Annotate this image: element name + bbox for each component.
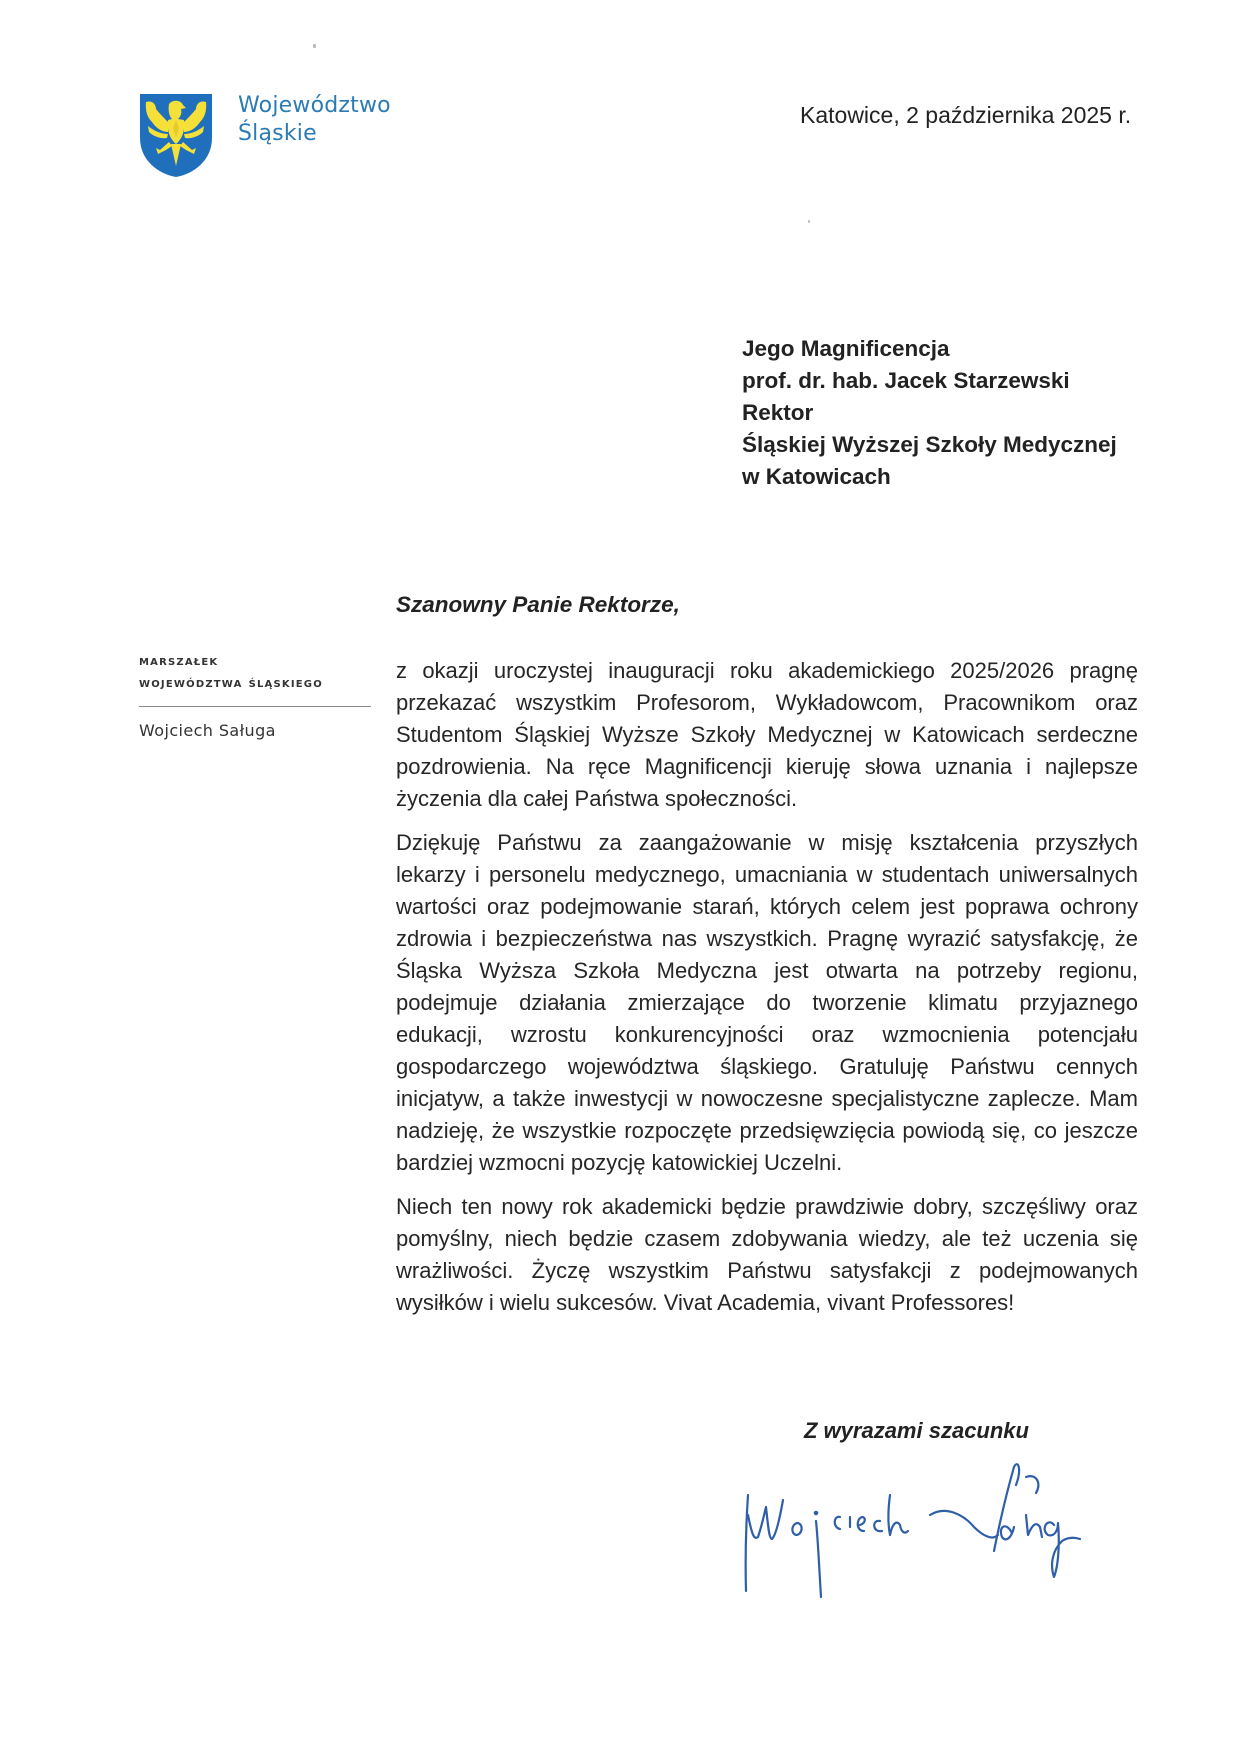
sender-role-line2: województwa śląskiego — [139, 675, 323, 691]
body-paragraph: Dziękuję Państwu za zaangażowanie w misję kształcenia przyszłych lekarzy i personelu medycznego, umacniania w studentach uniwersalnych wartości oraz podejmowanie starań, których celem jest poprawa ochrony zdrowia i bezpieczeństwa nas wszystkich. Pragnę wyrazić satysfakcję, że Śląska Wyższa Szkoła Medyczna jest otwarta na potrzeby regionu, podejmuje działania zmierzające do tworzenie klimatu przyjaznego edukacji, wzrostu konkurencyjności oraz wzmocnienia potencjału gospodarczego województwa śląskiego. Gratuluję Państwu cennych inicjatyw, a także inwestycji w nowoczesne specjalistyczne zaplecze. Mam nadzieję, że wszystkie rozpoczęte przedsięwzięcia powiodą się, co jeszcze bardziej wzmocni pozycję katowickiej Uczelni. — [396, 830, 1138, 1175]
recipient-address — [742, 333, 1117, 493]
handwritten-signature-icon — [736, 1455, 1116, 1605]
recipient-name: prof. dr. hab. Jacek Starzewski — [742, 368, 1070, 393]
sender-role-line1: marszałek — [139, 653, 219, 669]
letter-body — [396, 655, 1138, 1331]
organization-name — [238, 92, 391, 148]
closing: Z wyrazami szacunku — [804, 1418, 1029, 1443]
recipient-city: w Katowicach — [742, 464, 891, 489]
silesian-eagle-coat-of-arms-icon — [138, 92, 214, 178]
organization-name-line1: Województwo — [238, 93, 391, 118]
body-paragraph: z okazji uroczystej inauguracji roku akademickiego 2025/2026 pragnę przekazać wszystkim Profesorom, Wykładowcom, Pracownikom oraz Studentom Śląskiej Wyższe Szkoły Medycznej w Katowicach serdeczne pozdrowienia. Na ręce Magnificencji kieruję słowa uznania i najlepsze życzenia dla całej Państwa społeczności. — [396, 658, 1138, 811]
scan-speck — [808, 220, 810, 223]
organization-name-line2: Śląskie — [238, 121, 317, 146]
recipient-position: Rektor — [742, 400, 814, 425]
sender-divider — [139, 706, 371, 707]
recipient-title: Jego Magnificencja — [742, 336, 950, 361]
date-line: Katowice, 2 października 2025 r. — [800, 102, 1132, 128]
sender-name: Wojciech Saługa — [139, 721, 276, 740]
scan-speck — [313, 44, 316, 48]
body-paragraph: Niech ten nowy rok akademicki będzie prawdziwie dobry, szczęśliwy oraz pomyślny, niech będzie czasem zdobywania wiedzy, ale też uczenia się wrażliwości. Życzę wszystkim Państwu satysfakcji z podejmowanych wysiłków i wielu sukcesów. Vivat Academia, vivant Professores! — [396, 1194, 1138, 1315]
recipient-institution: Śląskiej Wyższej Szkoły Medycznej — [742, 432, 1117, 457]
sender-block — [139, 650, 371, 740]
sender-role — [139, 650, 371, 694]
salutation: Szanowny Panie Rektorze, — [396, 592, 680, 617]
